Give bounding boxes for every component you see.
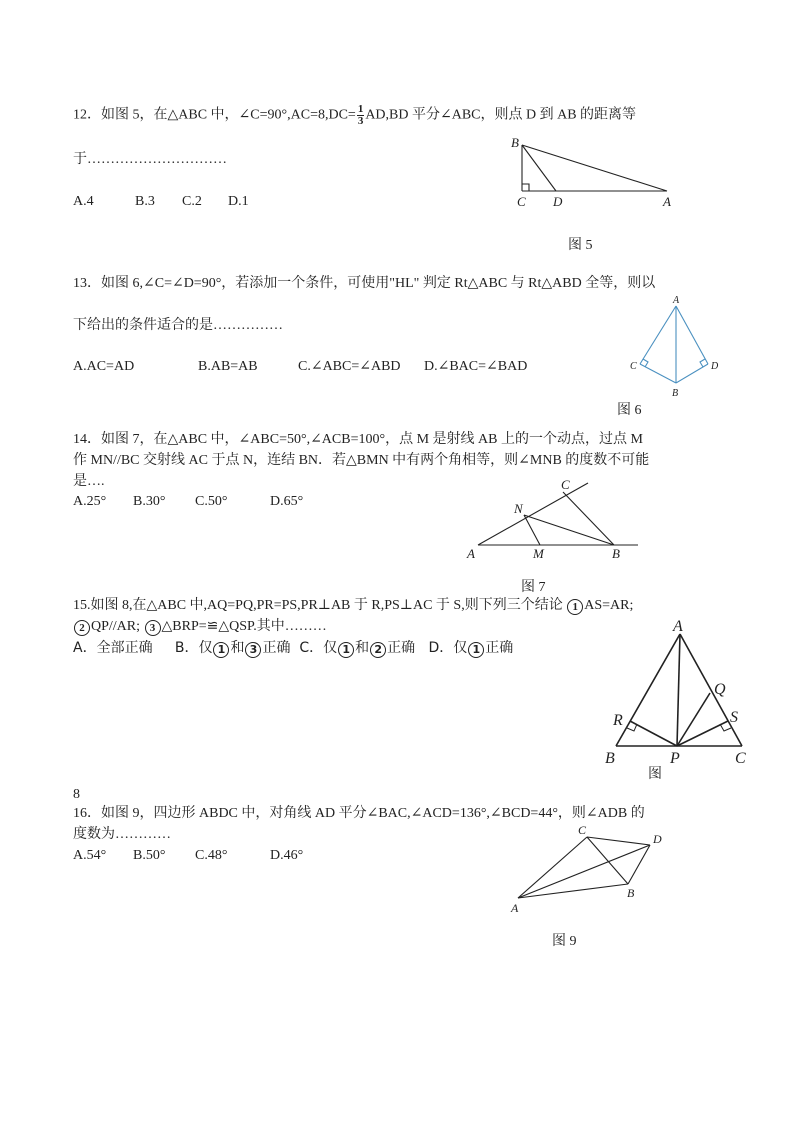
q14-label-b: B: [612, 546, 620, 561]
q15-label-b: B: [605, 750, 615, 767]
q15-circled-1: 1: [567, 599, 583, 615]
q16-label-b: B: [627, 886, 635, 900]
q13-option-d: D.∠BAC=∠BAD: [424, 359, 528, 374]
q14-stem-line2: 作 MN//BC 交射线 AC 于点 N，连结 BN．若△BMN 中有两个角相等，则∠MNB 的度数不可能: [73, 453, 650, 468]
q14-stem-line1: 14．如图 7，在△ABC 中，∠ABC=50°,∠ACB=100°，点 M 是射线 AB 上的一个动点，过点 M: [73, 432, 643, 447]
q14-figure-caption: 图 7: [521, 580, 546, 595]
q16-option-a: A.54°: [73, 848, 107, 863]
q15-option-d-prefix: D．仅: [428, 640, 468, 656]
q15-conclusion-1: AS=AR;: [584, 598, 634, 613]
q15-option-c-prefix: C．仅: [299, 640, 338, 656]
q16-seg-ac: [518, 837, 587, 898]
q16-diag-cb: [587, 837, 628, 884]
q16-option-c: C.48°: [195, 848, 228, 863]
q12-fraction-denominator: 3: [357, 115, 364, 127]
q15-option-d-suffix: 正确: [485, 640, 514, 656]
q15-option-c-circled-1: 1: [338, 642, 354, 658]
q15-option-b-circled-3: 3: [245, 642, 261, 658]
q12-stem-part2: AD,BD 平分∠ABC，则点 D 到 AB 的距离等: [365, 107, 637, 123]
q16-seg-db: [628, 845, 650, 884]
q12-option-a: A.4: [73, 194, 94, 209]
q15-option-d-circled-1: 1: [468, 642, 484, 658]
q14-label-m: M: [533, 546, 544, 561]
q14-stem-line3: 是….: [73, 474, 105, 489]
q16-stem-line1: 16．如图 9，四边形 ABDC 中，对角线 AD 平分∠BAC,∠ACD=136°,∠BCD=44°，则∠ADB 的: [73, 806, 645, 821]
q12-option-b: B.3: [135, 194, 155, 209]
q16-stem-line2: 度数为…………: [73, 827, 171, 842]
q14-label-a: A: [467, 546, 475, 561]
q12-label-c: C: [517, 194, 526, 209]
q15-conclusion-2: QP//AR;: [91, 619, 141, 634]
q15-option-c-and: 和: [355, 640, 370, 656]
q12-stem-line2: 于…………………………: [73, 152, 227, 167]
q15-label-q: Q: [714, 681, 726, 698]
q16-seg-cd: [587, 837, 650, 845]
q13-label-b: B: [672, 388, 679, 399]
q13-label-a: A: [673, 295, 680, 306]
q14-option-a: A.25°: [73, 494, 107, 509]
q13-figure-caption: 图 6: [617, 403, 642, 418]
q15-option-c-suffix: 正确: [387, 640, 416, 656]
q14-option-b: B.30°: [133, 494, 166, 509]
q16-figure-caption: 图 9: [552, 934, 577, 949]
q16-label-c: C: [578, 823, 587, 837]
q13-stem-line2: 下给出的条件适合的是……………: [73, 318, 283, 333]
q13-option-b: B.AB=AB: [198, 359, 258, 374]
q15-stem-part1: 15.如图 8,在△ABC 中,AQ=PQ,PR=PS,PR⊥AB 于 R,PS⊥AC 于 S,则下列三个结论: [73, 598, 563, 613]
q15-conclusion-3: △BRP=≌△QSP.其中………: [161, 619, 327, 634]
q13-label-c: C: [630, 361, 637, 372]
q15-label-c: C: [735, 750, 746, 767]
q14-label-n: N: [514, 501, 523, 516]
q12-option-c: C.2: [182, 194, 202, 209]
q15-label-s: S: [730, 709, 738, 726]
q15-label-r: R: [613, 712, 623, 729]
q15-option-b-circled-1: 1: [213, 642, 229, 658]
q13-label-d: D: [711, 361, 719, 372]
q15-figure-caption: 图: [648, 767, 662, 782]
q12-figure-caption: 图 5: [568, 238, 593, 253]
q13-option-a: A.AC=AD: [73, 359, 135, 374]
q15-label-a: A: [673, 618, 683, 635]
q16-label-a: A: [511, 901, 519, 915]
q14-label-c: C: [561, 477, 570, 492]
q16-option-b: B.50°: [133, 848, 166, 863]
q13-option-c: C.∠ABC=∠ABD: [298, 359, 401, 374]
q16-option-d: D.46°: [270, 848, 304, 863]
q15-option-a: A．全部正确: [73, 640, 153, 656]
q15-label-p: P: [670, 750, 680, 767]
q12-stem-part1: 12．如图 5，在△ABC 中，∠C=90°,AC=8,DC=: [73, 107, 356, 123]
q12-label-b: B: [511, 135, 519, 150]
q12-option-d: D.1: [228, 194, 249, 209]
q12-label-d: D: [553, 194, 563, 209]
q12-label-a: A: [663, 194, 671, 209]
q15-figure-caption-number: 8: [73, 787, 80, 802]
q15-option-c-circled-2: 2: [370, 642, 386, 658]
q12-fraction-numerator: 1: [357, 103, 364, 115]
q16-label-d: D: [653, 832, 662, 846]
q15-option-b-and: 和: [230, 640, 245, 656]
q13-stem-line1: 13．如图 6,∠C=∠D=90°，若添加一个条件，可使用"HL" 判定 Rt△ABC 与 Rt△ABD 全等，则以: [73, 276, 656, 291]
q14-option-d: D.65°: [270, 494, 304, 509]
q15-option-b-prefix: B．仅: [174, 640, 213, 656]
q15-circled-2: 2: [74, 620, 90, 636]
q15-circled-3: 3: [145, 620, 161, 636]
q14-option-c: C.50°: [195, 494, 228, 509]
q15-option-b-suffix: 正确: [262, 640, 291, 656]
